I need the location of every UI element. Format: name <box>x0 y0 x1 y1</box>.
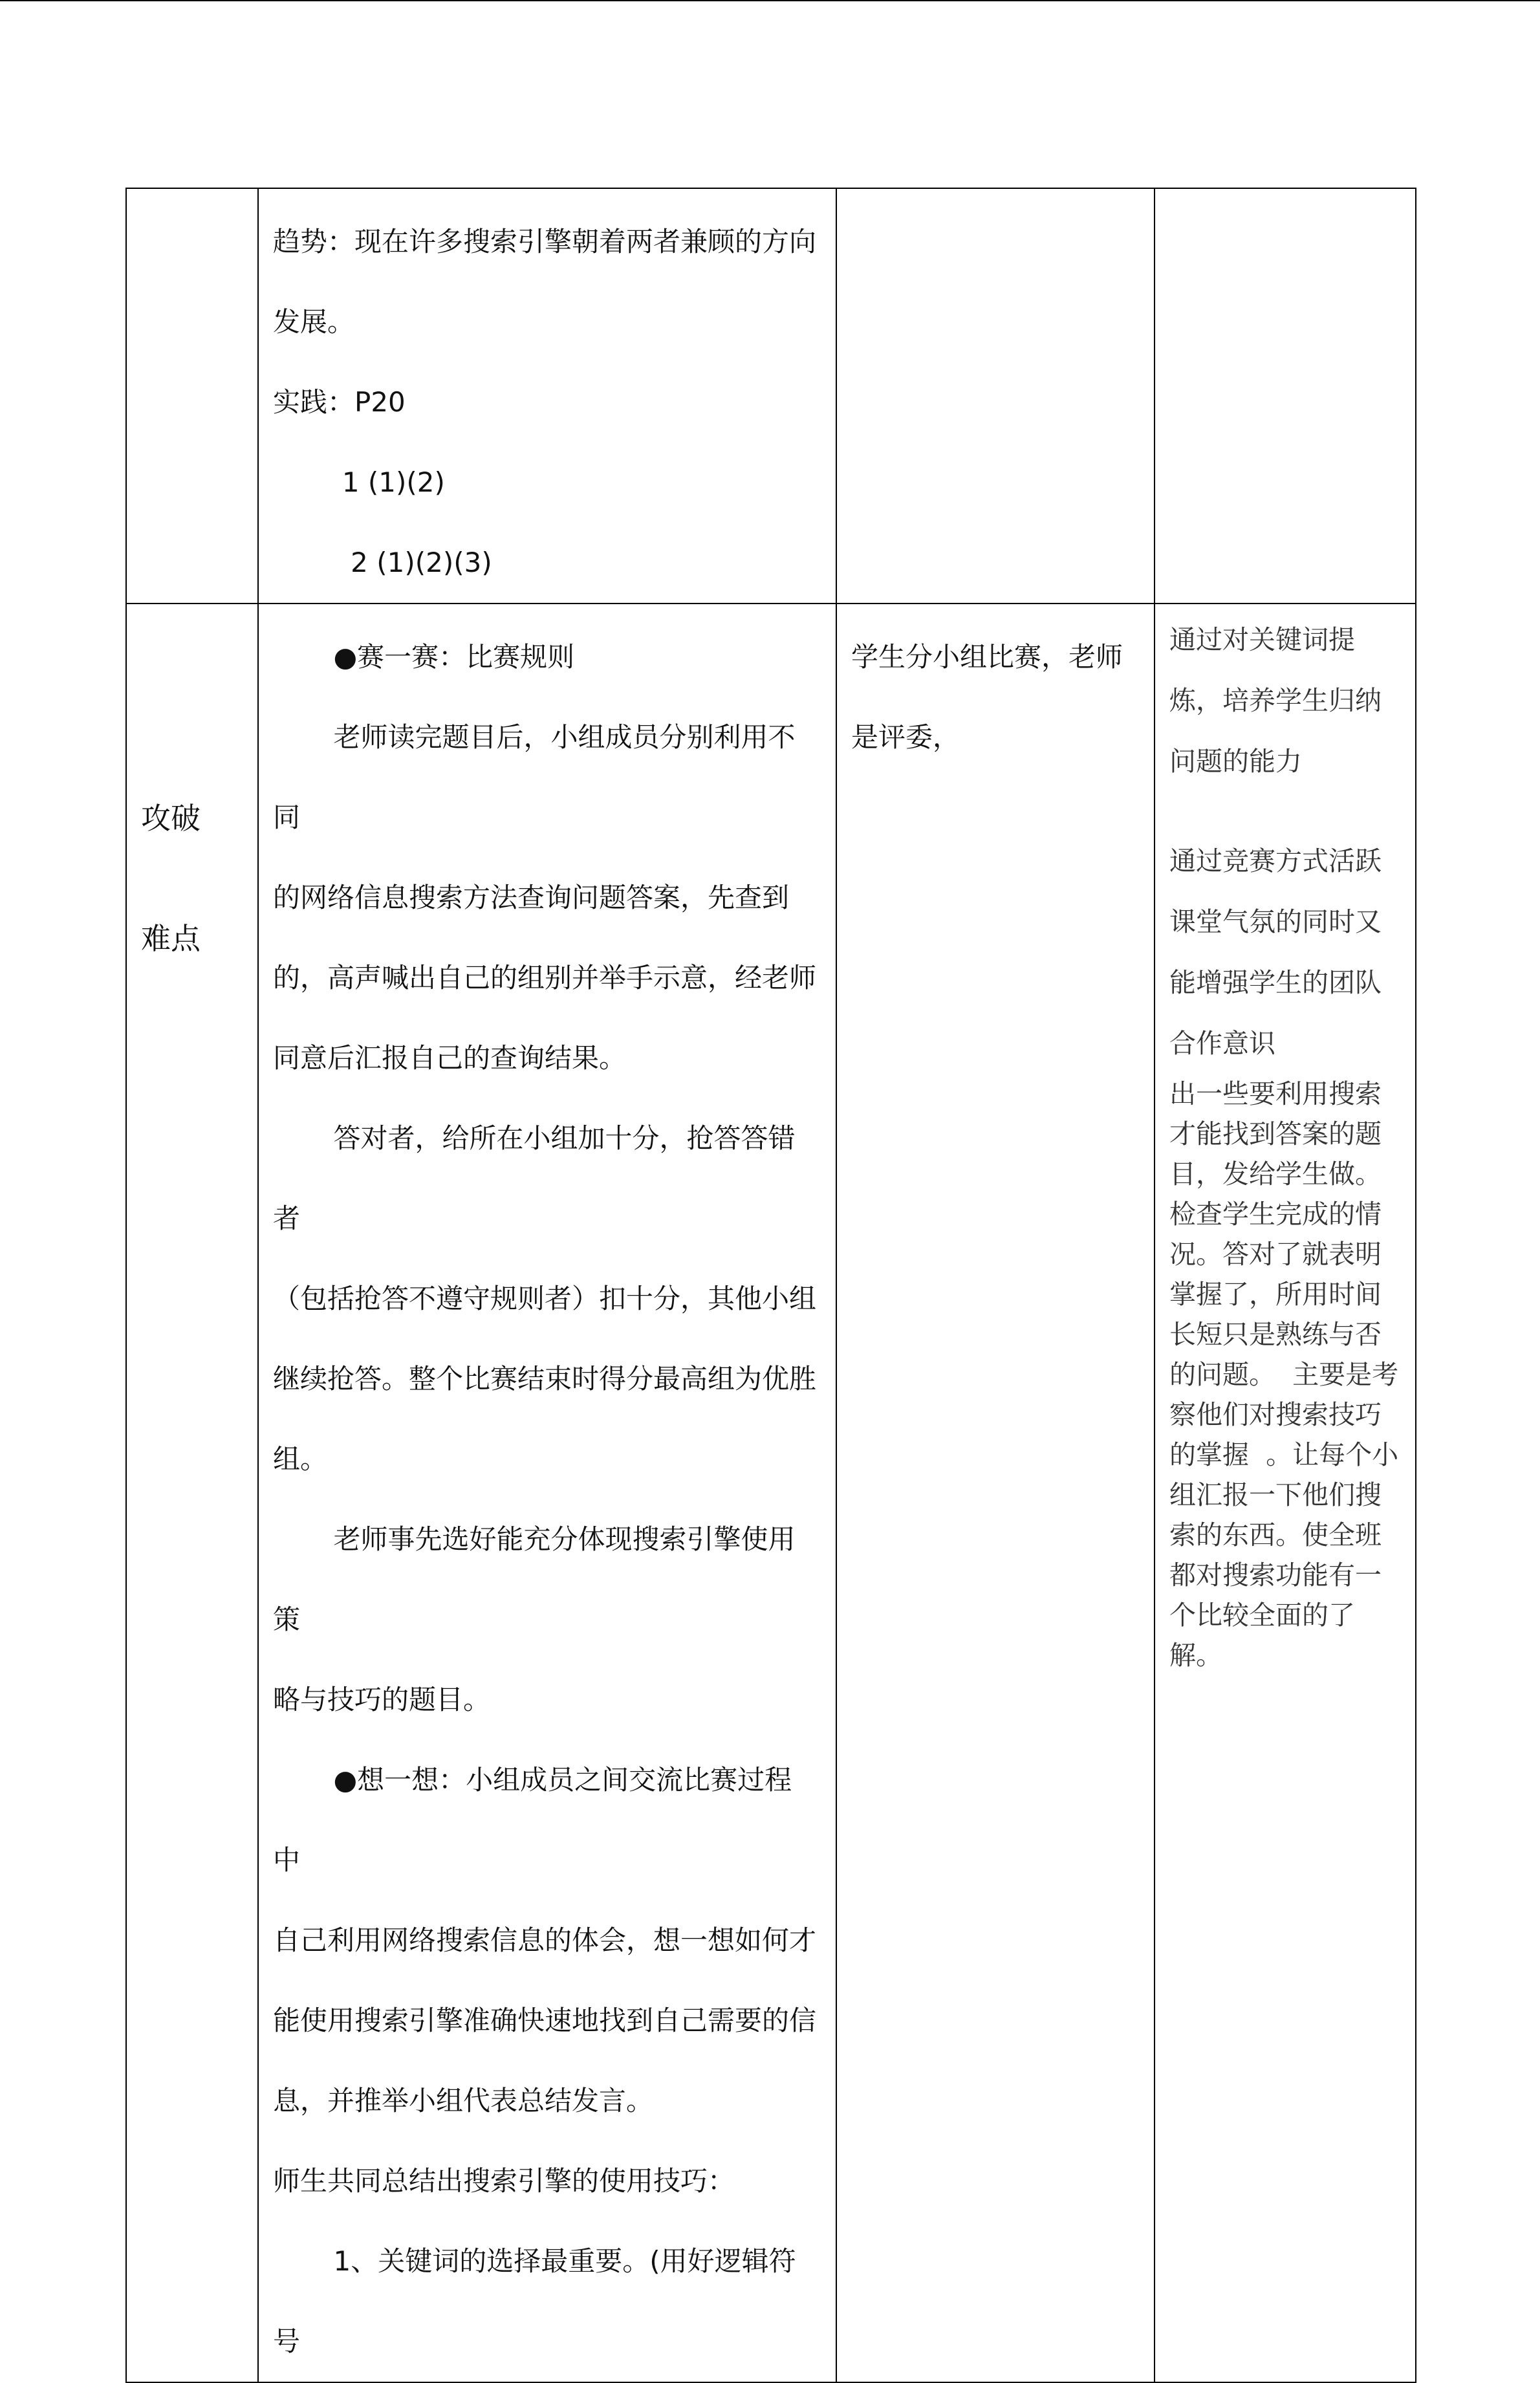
intent-line: 都对搜索功能有一 <box>1169 1560 1382 1591</box>
intent-line: 通过竞赛方式活跃 <box>1169 845 1382 876</box>
intent-line: 长短只是熟练与否 <box>1169 1319 1382 1350</box>
content-line: 的网络信息搜索方法查询问题答案，先查到 <box>273 882 790 913</box>
activity-cell <box>836 604 1155 2382</box>
section-label: 难点 <box>141 921 201 956</box>
intent-line: 解。 <box>1169 1640 1222 1671</box>
intent-line: 的问题。 主要是考 <box>1169 1359 1399 1390</box>
table-row <box>126 188 1416 604</box>
content-line: 2 (1)(2)(3) <box>273 547 492 578</box>
intent-line: 合作意识 <box>1169 1028 1275 1059</box>
content-line: 师生共同总结出搜索引擎的使用技巧： <box>273 2165 735 2197</box>
intent-cell <box>1155 188 1416 604</box>
content-line: 1 (1)(2) <box>273 466 445 498</box>
intent-line: 炼，培养学生归纳 <box>1169 685 1382 716</box>
intent-line: 通过对关键词提 <box>1169 624 1355 655</box>
intent-line: 察他们对搜索技巧 <box>1169 1399 1382 1430</box>
content-line: 能使用搜索引擎准确快速地找到自己需要的信 <box>273 2005 817 2036</box>
intent-line: 组汇报一下他们搜 <box>1169 1479 1382 1510</box>
content-line: 实践：P20 <box>273 386 406 418</box>
label-cell <box>126 604 258 2382</box>
activity-line: 学生分小组比赛，老师 <box>851 641 1123 673</box>
intent-line: 能增强学生的团队 <box>1169 967 1382 998</box>
lesson-plan-table <box>125 188 1416 2383</box>
table-row <box>126 604 1416 2382</box>
content-line: 答对者，给所在小组加十分，抢答答错者 <box>273 1122 796 1234</box>
content-line: ●想一想：小组成员之间交流比赛过程中 <box>273 1764 792 1876</box>
content-line: 自己利用网络搜索信息的体会，想一想如何才 <box>273 1924 817 1956</box>
content-cell <box>258 604 836 2382</box>
activity-cell <box>836 188 1155 604</box>
content-cell <box>258 188 836 604</box>
content-line: 发展。 <box>273 306 355 338</box>
intent-line: 的掌握 。让每个小 <box>1169 1439 1399 1470</box>
intent-line: 个比较全面的了 <box>1169 1600 1355 1631</box>
content-line: 1、关键词的选择最重要。(用好逻辑符号 <box>273 2245 796 2357</box>
content-line: 的，高声喊出自己的组别并举手示意，经老师 <box>273 962 817 994</box>
intent-line: 掌握了，所用时间 <box>1169 1279 1382 1310</box>
intent-cell <box>1155 604 1416 2382</box>
intent-line: 才能找到答案的题 <box>1169 1118 1382 1149</box>
intent-line: 检查学生完成的情 <box>1169 1199 1382 1230</box>
content-line: 息，并推举小组代表总结发言。 <box>273 2085 654 2116</box>
content-line: 趋势：现在许多搜索引擎朝着两者兼顾的方向 <box>273 226 817 257</box>
label-cell <box>126 188 258 604</box>
activity-line: 是评委， <box>851 721 960 753</box>
intent-line: 索的东西。使全班 <box>1169 1519 1382 1551</box>
content-line: ●赛一赛：比赛规则 <box>273 641 575 673</box>
intent-line: 问题的能力 <box>1169 746 1302 777</box>
content-line: 组。 <box>273 1443 328 1475</box>
content-line: 略与技巧的题目。 <box>273 1684 491 1715</box>
intent-line: 目，发给学生做。 <box>1169 1159 1382 1190</box>
content-line: 老师读完题目后，小组成员分别利用不同 <box>273 721 796 833</box>
content-line: 老师事先选好能充分体现搜索引擎使用策 <box>273 1523 796 1635</box>
content-line: 同意后汇报自己的查询结果。 <box>273 1042 627 1074</box>
section-label: 攻破 <box>141 801 201 836</box>
content-line: 继续抢答。整个比赛结束时得分最高组为优胜 <box>273 1363 817 1395</box>
intent-line: 出一些要利用搜索 <box>1169 1078 1382 1109</box>
intent-line: 况。答对了就表明 <box>1169 1239 1382 1270</box>
intent-line: 课堂气氛的同时又 <box>1169 906 1382 937</box>
content-line: （包括抢答不遵守规则者）扣十分，其他小组 <box>273 1283 817 1314</box>
